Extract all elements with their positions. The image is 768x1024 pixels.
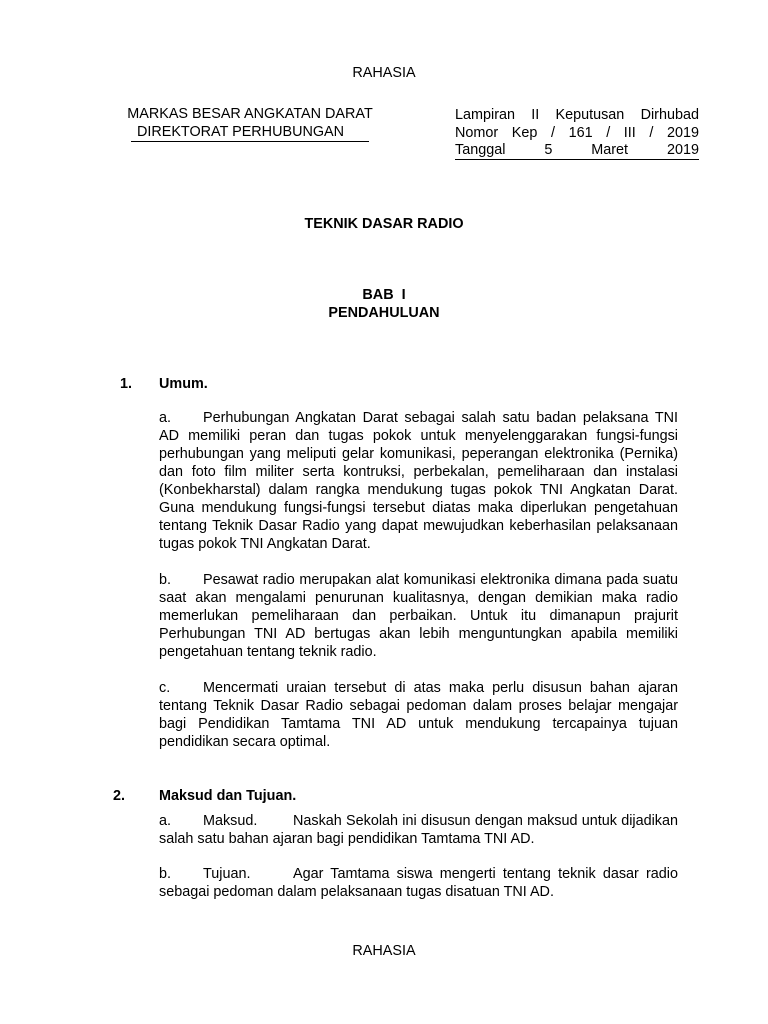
paragraph-label: a.: [159, 813, 172, 829]
section-2-paragraph-a: [159, 812, 678, 848]
classification-header: RAHASIA: [352, 65, 416, 81]
attachment-reference: [455, 106, 699, 160]
paragraph-text: Perhubungan Angkatan Darat sebagai salah satu badan pelaksana TNI AD memiliki peran dan tugas pokok untuk menyelenggarakan fungsi-fungsi perhubungan yang meliputi gelar komunikasi, peperangan elektronika (Pernika) dan foto film militer serta kontruksi, perbekalan, pemeliharaan dan instalasi (Konbekharstal) dalam rangka mendukung tugas pokok TNI Angkatan Darat. Guna mendukung fungsi-fungsi tersebut diatas maka diperlukan pengetahuan tentang Teknik Dasar Radio yang dapat mewujudkan keberhasilan pelaksanaan tugas pokok TNI Angkatan Darat.: [159, 410, 678, 552]
attachment-line-2: Nomor Kep / 161 / III / 2019: [455, 125, 699, 141]
chapter-name: PENDAHULUAN: [328, 305, 440, 321]
attachment-line-3: Tanggal 5 Maret 2019: [455, 142, 699, 158]
section-1-number: 1.: [120, 376, 133, 392]
paragraph-text: Agar Tamtama siswa mengerti tentang teknik dasar radio sebagai pedoman dalam pelaksanaan tugas disatuan TNI AD.: [159, 866, 678, 900]
paragraph-text: Pesawat radio merupakan alat komunikasi elektronika dimana pada suatu saat akan mengalami penurunan kualitasnya, dengan demikian maka radio memerlukan pemeliharaan dan perbaikan. Untuk itu dimanapun prajurit Perhubungan TNI AD bertugas akan lebih menguntungkan apabila memiliki pengetahuan tentang teknik radio.: [159, 572, 678, 660]
paragraph-keyword: Tujuan.: [203, 866, 251, 882]
section-1-paragraph-a: [159, 409, 678, 553]
section-2-number: 2.: [113, 788, 126, 804]
attachment-line-1: Lampiran II Keputusan Dirhubad: [455, 107, 699, 123]
section-1-title: Umum.: [159, 376, 208, 392]
chapter-number: BAB I: [362, 287, 406, 303]
paragraph-label: c.: [159, 680, 171, 696]
paragraph-label: b.: [159, 572, 172, 588]
paragraph-text: Mencermati uraian tersebut di atas maka perlu disusun bahan ajaran tentang Teknik Dasar Radio sebagai pedoman dalam proses belajar mengajar bagi Pendidikan Tamtama TNI AD untuk mendukung tercapainya tujuan pendidikan secara optimal.: [159, 680, 678, 750]
unit-line-2: DIREKTORAT PERHUBUNGAN: [131, 123, 369, 142]
section-2-paragraph-b: [159, 865, 678, 901]
paragraph-label: b.: [159, 866, 172, 882]
section-1-paragraph-c: [159, 679, 678, 751]
document-title: TEKNIK DASAR RADIO: [304, 216, 464, 232]
paragraph-keyword: Maksud.: [203, 813, 258, 829]
paragraph-label: a.: [159, 410, 172, 426]
section-1-paragraph-b: [159, 571, 678, 661]
unit-line-1: MARKAS BESAR ANGKATAN DARAT: [127, 106, 373, 122]
section-2-title: Maksud dan Tujuan.: [159, 788, 297, 804]
issuing-unit: [100, 105, 400, 142]
classification-footer: RAHASIA: [352, 943, 416, 959]
paragraph-text: Naskah Sekolah ini disusun dengan maksud untuk dijadikan salah satu bahan ajaran bagi pendidikan Tamtama TNI AD.: [159, 813, 678, 847]
